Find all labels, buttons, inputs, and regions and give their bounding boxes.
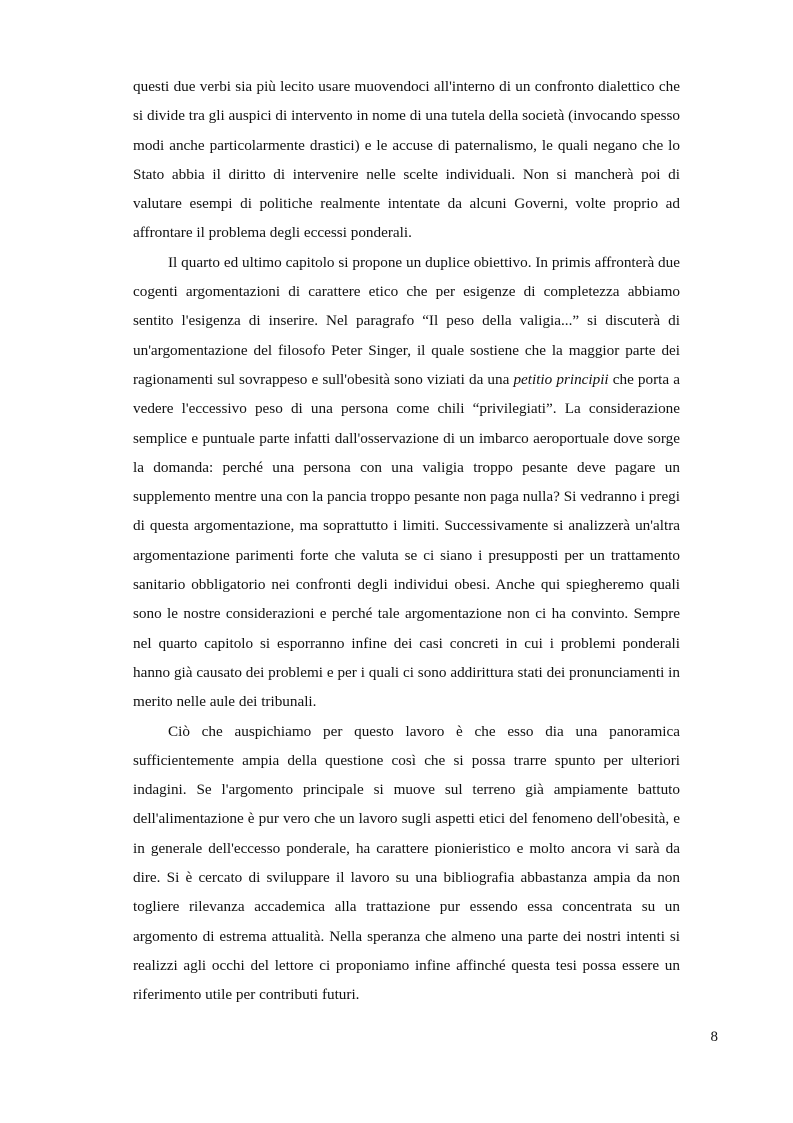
document-body <box>133 72 680 1010</box>
paragraph-1 <box>133 72 680 248</box>
paragraph-3-text: Ciò che auspichiamo per questo lavoro è che esso dia una panoramica sufficientemente ampia della questione così che si possa trarre spunto per ulteriori indagini. Se l'argomento principale si muove sul terreno già ampiamente battuto dell'alimentazione è pur vero che un lavoro sugli aspetti etici del fenomeno dell'obesità, e in generale dell'eccesso ponderale, ha carattere pionieristico e molto ancora vi sarà da dire. Si è cercato di sviluppare il lavoro su una bibliografia abbastanza ampia da non togliere rilevanza accademica alla trattazione pur essendo essa concentrata su un argomento di estrema attualità. Nella speranza che almeno una parte dei nostri intenti si realizzi agli occhi del lettore ci proponiamo infine affinché questa tesi possa essere un riferimento utile per contributi futuri. <box>133 722 680 1004</box>
paragraph-1-text: questi due verbi sia più lecito usare muovendoci all'interno di un confronto dialettico che si divide tra gli auspici di intervento in nome di una tutela della società (invocando spesso modi anche particolarmente drastici) e le accuse di paternalismo, le quali negano che lo Stato abbia il diritto di intervenire nelle scelte individuali. Non si mancherà poi di valutare esempi di politiche realmente intentate da alcuni Governi, volte proprio ad affrontare il problema degli eccessi ponderali. <box>133 78 680 242</box>
paragraph-2-italic-term: petitio principii <box>513 370 609 388</box>
paragraph-2 <box>133 248 680 717</box>
paragraph-2-text-a: Il quarto ed ultimo capitolo si propone un duplice obiettivo. In primis affronterà due cogenti argomentazioni di carattere etico che per esigenze di completezza abbiamo sentito l'esigenza di inserire. Nel paragrafo “Il peso della valigia...” si discuterà di un'argomentazione del filosofo Peter Singer, il quale sostiene che la maggior parte dei ragionamenti sul sovrappeso e sull'obesità sono viziati da una <box>133 253 680 388</box>
page-number: 8 <box>710 1029 718 1045</box>
paragraph-3 <box>133 717 680 1010</box>
paragraph-2-text-b: che porta a vedere l'eccessivo peso di una persona come chili “privilegiati”. La considerazione semplice e puntuale parte infatti dall'osservazione di un imbarco aeroportuale dove sorge la domanda: perché una persona con una valigia troppo pesante deve pagare un supplemento mentre una con la pancia troppo pesante non paga nulla? Si vedranno i pregi di questa argomentazione, ma soprattutto i limiti. Successivamente si analizzerà un'altra argomentazione parimenti forte che valuta se ci siano i presupposti per un trattamento sanitario obbligatorio nei confronti degli individui obesi. Anche qui spiegheremo quali sono le nostre considerazioni e perché tale argomentazione non ci ha convinto. Sempre nel quarto capitolo si esporranno infine dei casi concreti in cui i problemi ponderali hanno già causato dei problemi e per i quali ci sono addirittura stati dei pronunciamenti in merito nelle aule dei tribunali. <box>133 370 680 711</box>
